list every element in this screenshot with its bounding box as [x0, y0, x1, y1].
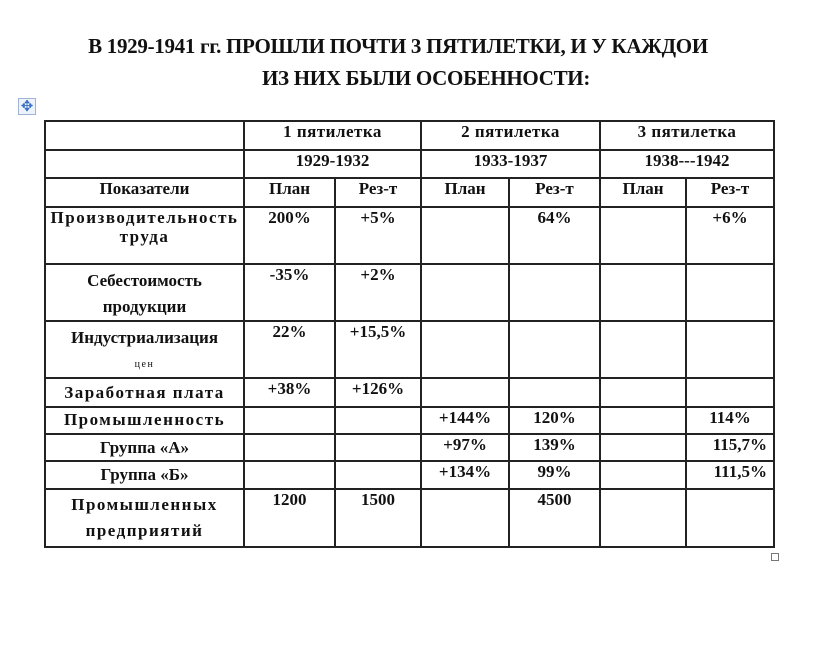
- table-cell: [600, 378, 686, 407]
- table-cell: [686, 321, 774, 378]
- plan-1-result-header: Рез-т: [335, 178, 421, 207]
- table-cell: [421, 207, 509, 264]
- table-cell: -35%: [244, 264, 335, 321]
- empty-header-cell: [45, 150, 244, 178]
- plan-2-name: 2 пятилетка: [421, 121, 600, 150]
- table-cell: [600, 461, 686, 489]
- table-cell: 4500: [509, 489, 600, 547]
- table-cell: [600, 434, 686, 461]
- table-cell: +134%: [421, 461, 509, 489]
- plan-3-name: 3 пятилетка: [600, 121, 774, 150]
- table-cell: 64%: [509, 207, 600, 264]
- table-row: [45, 378, 774, 407]
- plan-2-years: 1933-1937: [421, 150, 600, 178]
- table-cell: [421, 489, 509, 547]
- table-cell: [600, 207, 686, 264]
- table-cell: [600, 264, 686, 321]
- five-year-plans-table: [44, 120, 775, 548]
- table-row: [45, 321, 774, 378]
- empty-header-cell: [45, 121, 244, 150]
- row-label: Промышленность: [45, 407, 244, 434]
- table-cell: +126%: [335, 378, 421, 407]
- table-cell: 139%: [509, 434, 600, 461]
- table-cell: [244, 461, 335, 489]
- row-label: [45, 489, 244, 547]
- table-cell: [244, 407, 335, 434]
- table-cell: +97%: [421, 434, 509, 461]
- row-label-text-2: предприятий: [85, 521, 204, 540]
- table-cell: [335, 434, 421, 461]
- row-label: [45, 264, 244, 321]
- plan-2-result-header: Рез-т: [509, 178, 600, 207]
- table-row: [45, 207, 774, 264]
- resize-square-icon[interactable]: [771, 553, 779, 561]
- table-cell: [335, 407, 421, 434]
- header-row-plan-years: [45, 150, 774, 178]
- table-cell: +5%: [335, 207, 421, 264]
- table-cell: [509, 378, 600, 407]
- move-arrows-icon[interactable]: ✥: [18, 98, 36, 115]
- table-cell: [600, 407, 686, 434]
- table-cell: [421, 378, 509, 407]
- table-cell: [686, 264, 774, 321]
- table-cell: +38%: [244, 378, 335, 407]
- table-cell: 1500: [335, 489, 421, 547]
- table-cell: 99%: [509, 461, 600, 489]
- table-cell: 22%: [244, 321, 335, 378]
- plan-1-plan-header: План: [244, 178, 335, 207]
- row-label: Группа «А»: [45, 434, 244, 461]
- row-label-text: Себестоимость: [87, 271, 202, 290]
- table-cell: +144%: [421, 407, 509, 434]
- table-row: [45, 461, 774, 489]
- row-label-text: Производительность: [50, 208, 239, 227]
- table-cell: 200%: [244, 207, 335, 264]
- table-row: [45, 489, 774, 547]
- table-row: [45, 264, 774, 321]
- plan-3-result-header: Рез-т: [686, 178, 774, 207]
- table-row: [45, 407, 774, 434]
- table-cell: [509, 321, 600, 378]
- table-row: [45, 434, 774, 461]
- table-cell: [335, 461, 421, 489]
- table-cell: [421, 321, 509, 378]
- plan-1-years: 1929-1932: [244, 150, 421, 178]
- table-cell: 115,7%: [686, 434, 774, 461]
- table-cell: [421, 264, 509, 321]
- header-row-columns: [45, 178, 774, 207]
- header-row-plan-names: [45, 121, 774, 150]
- row-label-text: Промышленных: [71, 495, 218, 514]
- row-label: [45, 207, 244, 264]
- page-title-line-1: В 1929-1941 гг. ПРОШЛИ ПОЧТИ 3 ПЯТИЛЕТКИ, И У КАЖДОИ: [88, 34, 708, 58]
- table-cell: +15,5%: [335, 321, 421, 378]
- table-cell: [509, 264, 600, 321]
- page-title-line-2: ИЗ НИХ БЫЛИ ОСОБЕННОСТИ:: [261, 66, 591, 90]
- plan-3-plan-header: План: [600, 178, 686, 207]
- row-label-text-2: продукции: [102, 297, 187, 316]
- row-label: Группа «Б»: [45, 461, 244, 489]
- table-cell: 114%: [686, 407, 774, 434]
- plan-2-plan-header: План: [421, 178, 509, 207]
- table-cell: 1200: [244, 489, 335, 547]
- table-cell: 120%: [509, 407, 600, 434]
- table-cell: [600, 321, 686, 378]
- row-label: Заработная плата: [45, 378, 244, 407]
- table-cell: [244, 434, 335, 461]
- table-cell: +6%: [686, 207, 774, 264]
- row-label: [45, 321, 244, 378]
- row-label-text: Индустриализация: [70, 328, 219, 347]
- table-cell: 111,5%: [686, 461, 774, 489]
- table-cell: [600, 489, 686, 547]
- table-cell: [686, 489, 774, 547]
- table-cell: +2%: [335, 264, 421, 321]
- indicators-header: Показатели: [45, 178, 244, 207]
- row-label-text-2: труда: [119, 227, 170, 246]
- plan-1-name: 1 пятилетка: [244, 121, 421, 150]
- table-cell: [686, 378, 774, 407]
- row-label-text-2: цен: [134, 359, 155, 370]
- plan-3-years: 1938---1942: [600, 150, 774, 178]
